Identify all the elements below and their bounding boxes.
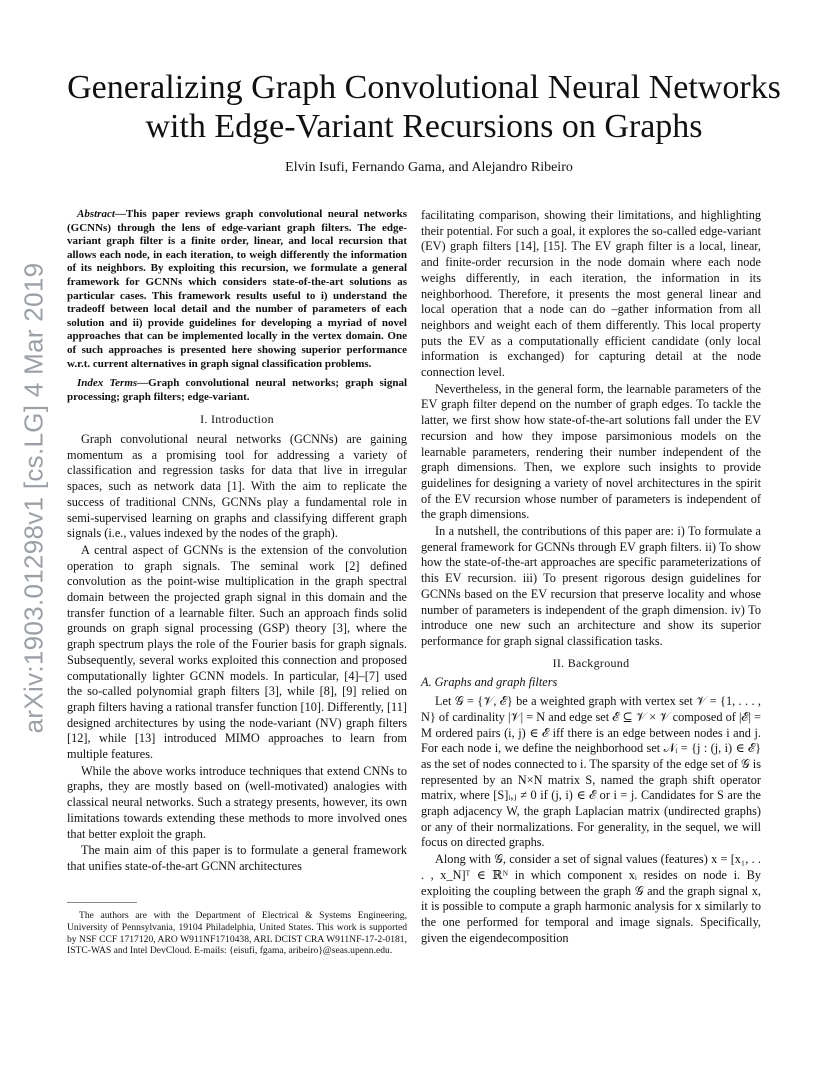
right-column (421, 208, 761, 947)
paragraph: A central aspect of GCNNs is the extension of the convolution operation to graph signals. The seminal work [2] defined convolution as the point-wise multiplication in the graph spectral domain between the projected graph signal in this domain and the transfer function of a learnable filter. Such an approach finds solid grounds on graph signal processing (GSP) theory [3], where the graph spectrum plays the role of the Fourier basis for graph signals. Subsequently, several works exploited this connection and proposed computationally lighter GCNN models. In particular, [4]–[7] used the so-called polynomial graph filters [3], while [8], [9] relied on graph filters having a rational transfer function [10]. Differently, [11] designed architectures by using the node-variant (NV) graph filters [12], while [13] introduced MIMO approaches to learn from multiple features. (67, 542, 407, 762)
abstract (67, 208, 407, 371)
footnote: The authors are with the Department of Electrical & Systems Engineering, University of Pennsylvania, 19104 Philadelphia, United States. This work is supported by NSF CCF 1717120, ARO W911NF1710438, ARL DCIST CRA W911NF-17-2-0181, ISTC-WAS and Intel DevCloud. E-mails: {eisufi, fgama, aribeiro}@seas.upenn.edu. (67, 910, 407, 957)
index-terms-text: —Graph convolutional neural networks; graph signal processing; graph filters; edge-variant. (67, 377, 407, 403)
footnote-rule (67, 902, 137, 903)
paragraph: facilitating comparison, showing their limitations, and highlighting their potential. For such a goal, it explores the so-called edge-variant (EV) graph filters [14], [15]. The EV graph filter is a local, linear, and finite-order recursion in the node domain where each node weighs differently, in each iteration, the information in its neighborhood. Therefore, it presents the most general linear and local operation that a node can do –gather information from all neighbors and weight each of them differently. This local property puts the EV as a computationally efficient candidate (only local information is exchanged) for capturing detail at the node connection level. (421, 208, 761, 380)
paragraph: The main aim of this paper is to formulate a general framework that unifies state-of-the-art GCNN architectures (67, 843, 407, 873)
abstract-text: —This paper reviews graph convolutional neural networks (GCNNs) through the lens of edge-variant graph filters. The edge-variant graph filter is a finite order, linear, and local recursion that allows each node, in each iteration, to weigh differently the information of its neighbors. By exploiting this recursion, we formulate a general framework for GCNNs which considers state-of-the-art solutions as particular cases. This framework results useful to i) understand the tradeoff between local detail and the number of parameters of each solution and ii) provide guidelines for developing a myriad of novel approaches that can be implemented locally in the vertex domain. One of such approaches is presented here showing superior performance w.r.t. current alternatives in graph signal classification problems. (67, 208, 407, 370)
paper-title (60, 68, 788, 146)
paragraph: Let 𝒢 = {𝒱, ℰ} be a weighted graph with vertex set 𝒱 = {1, . . . , N} of cardinality |𝒱| = N and edge set ℰ ⊆ 𝒱 × 𝒱 composed of |ℰ| = M ordered pairs (i, j) ∈ ℰ iff there is an edge between nodes i and j. For each node i, we define the neighborhood set 𝒩ᵢ = {j : (j, i) ∈ ℰ} as the set of nodes connected to i. The sparsity of the edge set of 𝒢 is represented by an N×N matrix S, named the graph shift operator matrix, where [S]ᵢ,ⱼ ≠ 0 if (j, i) ∈ ℰ or i = j. Candidates for S are the graph adjacency W, the graph Laplacian matrix (undirected graphs) or any of their normalizations. For generality, in the sequel, we will focus on directed graphs. (421, 694, 761, 850)
index-terms (67, 377, 407, 404)
paragraph: Graph convolutional neural networks (GCNNs) are gaining momentum as a promising tool for addressing a variety of classification and regression tasks for data that live in irregular spaces, such as network data [1]. With the aim to replicate the success of traditional CNNs, GCNNs play a fundamental role in semi-supervised learning on graphs and classifying different graph signals (i.e., values indexed by the nodes of the graph). (67, 432, 407, 541)
paragraph: While the above works introduce techniques that extend CNNs to graphs, they are mostly based on (well-motivated) analogies with classical neural networks. Such a strategy presents, however, its own limitations towards extending these methods to more involved ones that better exploit the graph. (67, 763, 407, 841)
paragraph: Nevertheless, in the general form, the learnable parameters of the EV graph filter depend on the number of graph edges. To tackle the latter, we first show how state-of-the-art solutions fall under the EV recursion and how they impose parsimonious models on the learnable parameters, rendering their number independent of the graph dimensions. Then, we explore such insights to provide guidelines for designing a variety of novel architectures in the spirit of the EV recursion whose number of parameters is independent of the graph dimensions. (421, 381, 761, 522)
author-list: Elvin Isufi, Fernando Gama, and Alejandro Ribeiro (285, 160, 573, 175)
index-terms-label: Index Terms (77, 377, 138, 390)
paragraph: Along with 𝒢, consider a set of signal values (features) x = [x₁, . . . , x_N]ᵀ ∈ ℝᴺ in which component xᵢ resides on node i. By exploiting the coupling between the graph 𝒢 and the graph signal x, it is possible to compute a graph harmonic analysis for x similarly to the one performed for temporal and image signals. Specifically, given the eigendecomposition (421, 852, 761, 945)
arxiv-sidebar (12, 258, 56, 738)
left-column (67, 208, 407, 876)
title-line-2: with Edge-Variant Recursions on Graphs (145, 108, 703, 145)
subsection-heading: A. Graphs and graph filters (421, 675, 558, 690)
section-heading-background: II. Background (552, 655, 630, 670)
section-heading-introduction: I. Introduction (200, 412, 274, 427)
arxiv-identifier[interactable]: arXiv:1903.01298v1 [cs.LG] 4 Mar 2019 (18, 262, 49, 734)
title-line-1: Generalizing Graph Convolutional Neural Networks (67, 69, 781, 106)
paragraph: In a nutshell, the contributions of this paper are: i) To formulate a general framework for GCNNs through EV graph filters. ii) To show how the state-of-the-art approaches are specific parameterizations of this EV recursion. iii) To present rigorous design guidelines for GCNNs based on the EV recursion that preserve locality and whose number of parameters is independent of the graph dimension. iv) To introduce one new such an architecture and show its superior performance for graph signal classification tasks. (421, 524, 761, 648)
abstract-label: Abstract (77, 208, 115, 220)
